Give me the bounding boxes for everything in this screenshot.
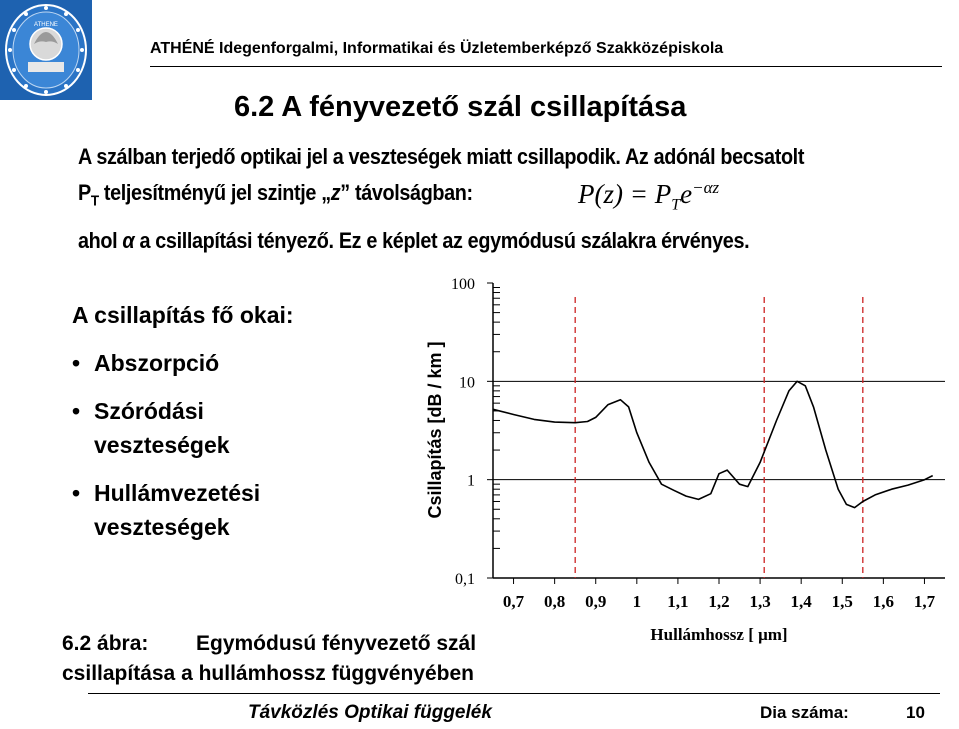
footer-text: Távközlés Optikai függelék	[248, 702, 492, 723]
x-tick-label: 1,3	[749, 592, 771, 611]
causes-title: A csillapítás fő okai:	[72, 302, 294, 328]
attenuation-curve	[493, 381, 933, 507]
x-tick-label: 1	[632, 592, 642, 611]
cause-item: • Szóródási veszteségek	[72, 398, 230, 458]
x-axis-label: Hullámhossz [ μm]	[650, 625, 788, 644]
x-tick-label: 0,9	[585, 592, 607, 611]
slide-title: 6.2 A fényvezető szál csillapítása	[234, 91, 687, 123]
footer-rule	[88, 693, 940, 694]
intro-line-2: $P_T$ teljesítményű jel szintje „z” távolságban:	[78, 180, 473, 210]
school-name: ATHÉNÉ Idegenforgalmi, Informatikai és Üzletemberképző Szakközépiskola	[150, 40, 724, 57]
y-tick-label: 1	[467, 472, 475, 490]
x-tick-label: 0,7	[502, 592, 525, 611]
x-tick-label: 1,7	[913, 592, 936, 611]
y-axis-label: Csillapítás [dB / km ]	[425, 341, 445, 519]
x-tick-label: 1,5	[831, 592, 853, 611]
figure-caption: 6.2 ábra: Egymódusú fényvezető szál csillapítása a hullámhossz függvényében	[62, 632, 477, 685]
x-tick-label: 0,8	[544, 592, 566, 611]
y-tick-label: 0,1	[455, 571, 475, 588]
slide-number: 10	[906, 703, 925, 722]
cause-item: • Hullámvezetési veszteségek	[72, 480, 261, 540]
x-tick-label: 1,4	[790, 592, 812, 611]
y-tick-label: 100	[451, 276, 475, 293]
slide-number-label: Dia száma:	[760, 703, 849, 722]
attenuation-formula: $P(z) = P_Te^{-\alpha z}$	[578, 178, 720, 214]
x-tick-label: 1,6	[872, 592, 894, 611]
x-tick-label: 1,1	[667, 592, 689, 611]
y-tick-label: 10	[459, 374, 475, 392]
intro-line-1: A szálban terjedő optikai jel a veszteségek miatt csillapodik. Az adónál becsatolt	[78, 144, 805, 169]
cause-item: • Abszorpció	[72, 350, 220, 376]
svg-text:ATHENE: ATHENE	[34, 22, 58, 28]
intro-line-3: ahol α a csillapítási tényező. Ez e képlet az egymódusú szálakra érvényes.	[78, 228, 750, 253]
x-tick-label: 1,2	[708, 592, 730, 611]
